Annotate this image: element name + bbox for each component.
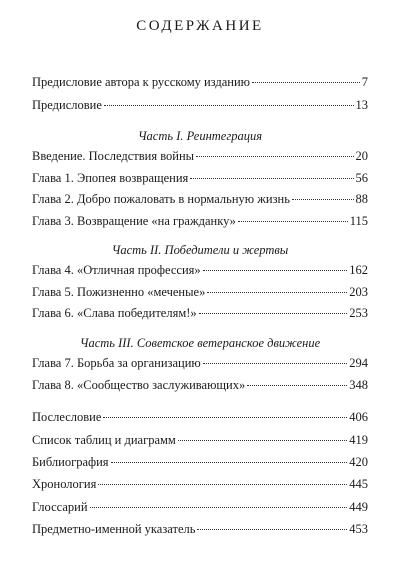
dot-leader (247, 385, 347, 386)
toc-entry-page: 13 (355, 98, 368, 112)
toc-entry-title: Введение. Последствия войны (32, 149, 195, 163)
toc-entry-page: 56 (355, 171, 368, 185)
toc-entry-page: 20 (355, 149, 368, 163)
toc-entry[interactable] (32, 148, 368, 164)
part-heading: Часть III. Советское ветеранское движение (79, 336, 321, 350)
dot-leader (203, 363, 347, 364)
toc-entry[interactable] (32, 409, 368, 425)
toc-entry-page: 162 (349, 263, 368, 277)
dot-leader (252, 82, 360, 83)
dot-leader (197, 529, 347, 530)
toc-entry[interactable] (32, 499, 368, 515)
dot-leader (90, 507, 348, 508)
toc-entry-title: Глава 1. Эпопея возвращения (32, 171, 189, 185)
toc-entry-title: Библиография (32, 455, 109, 469)
toc-entry-title: Хронология (32, 477, 97, 491)
page-title: СОДЕРЖАНИЕ (136, 18, 264, 34)
dot-leader (104, 105, 354, 106)
toc-entry-page: 115 (349, 214, 368, 228)
toc-entry-title: Глава 5. Пожизненно «меченые» (32, 285, 206, 299)
toc-entry[interactable] (32, 355, 368, 371)
dot-leader (199, 313, 348, 314)
dot-leader (238, 221, 348, 222)
dot-leader (111, 462, 348, 463)
toc-entry-title: Глава 6. «Слава победителям!» (32, 306, 197, 320)
toc-entry-page: 294 (349, 356, 368, 370)
toc-entry[interactable] (32, 305, 368, 321)
dot-leader (196, 156, 353, 157)
toc-entry-title: Глава 4. «Отличная профессия» (32, 263, 201, 277)
toc-entry[interactable] (32, 454, 368, 470)
dot-leader (103, 417, 347, 418)
toc-entry-page: 88 (355, 192, 368, 206)
toc-entry[interactable] (32, 170, 368, 186)
toc-entry-title: Глава 7. Борьба за организацию (32, 356, 201, 370)
toc-entry-title: Глава 8. «Сообщество заслуживающих» (32, 378, 246, 392)
toc-entry[interactable] (32, 476, 368, 492)
dot-leader (207, 292, 347, 293)
toc-entry[interactable] (32, 377, 368, 393)
dot-leader (178, 440, 347, 441)
toc-entry-title: Предисловие автора к русскому изданию (32, 75, 251, 89)
toc-entry-title: Глава 3. Возвращение «на гражданку» (32, 214, 236, 228)
toc-entry-title: Глоссарий (32, 500, 88, 514)
toc-entry-page: 453 (349, 522, 368, 536)
toc-entry[interactable] (32, 284, 368, 300)
toc-entry[interactable] (32, 74, 368, 90)
toc-entry[interactable] (32, 191, 368, 207)
toc-entry-page: 449 (349, 500, 368, 514)
toc-entry-title: Предметно-именной указатель (32, 522, 196, 536)
toc-entry[interactable] (32, 521, 368, 537)
toc-entry-page: 420 (349, 455, 368, 469)
toc-entry-page: 419 (349, 433, 368, 447)
dot-leader (190, 178, 353, 179)
toc-entry-title: Глава 2. Добро пожаловать в нормальную жизнь (32, 192, 290, 206)
dot-leader (292, 199, 354, 200)
toc-entry-page: 7 (361, 75, 368, 89)
toc-entry[interactable] (32, 262, 368, 278)
toc-entry[interactable] (32, 213, 368, 229)
toc-entry-page: 203 (349, 285, 368, 299)
dot-leader (203, 270, 348, 271)
part-heading: Часть I. Реинтеграция (137, 129, 263, 143)
toc-entry-page: 348 (349, 378, 368, 392)
toc-entry-page: 406 (349, 410, 368, 424)
toc-entry-title: Послесловие (32, 410, 102, 424)
toc-entry-title: Список таблиц и диаграмм (32, 433, 176, 447)
toc-entry-title: Предисловие (32, 98, 102, 112)
part-heading: Часть II. Победители и жертвы (111, 243, 289, 257)
toc-entry-page: 445 (349, 477, 368, 491)
dot-leader (98, 484, 347, 485)
toc-entry[interactable] (32, 97, 368, 113)
toc-entry[interactable] (32, 432, 368, 448)
toc-entry-page: 253 (349, 306, 368, 320)
